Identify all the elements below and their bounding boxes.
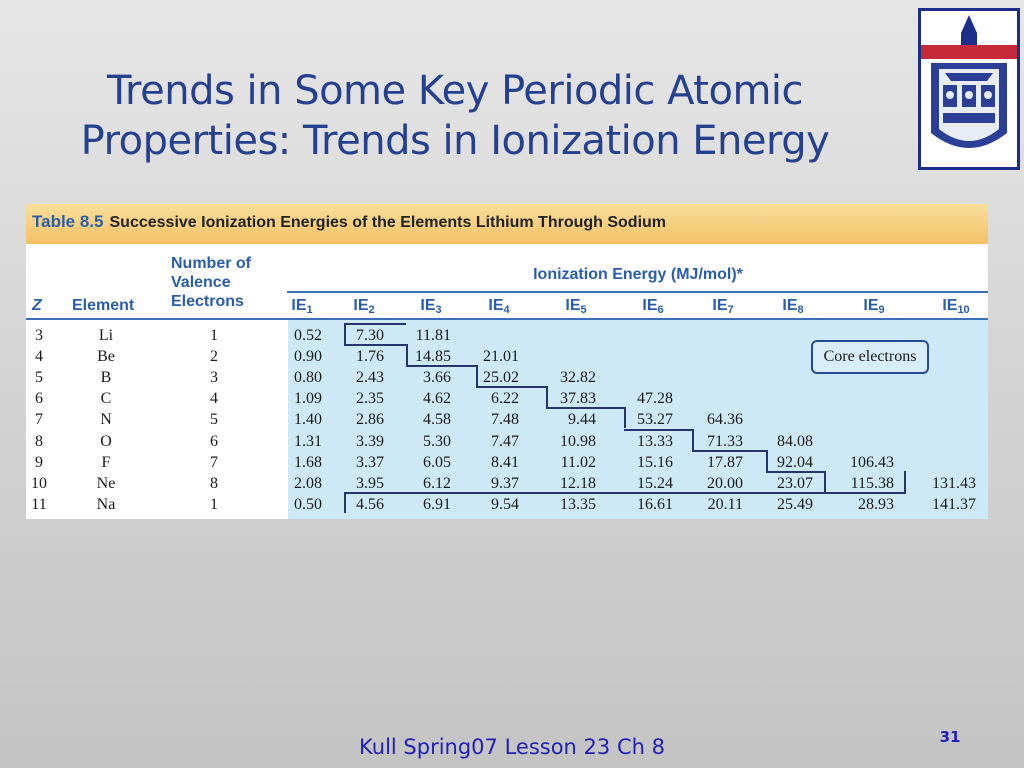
- cell-ie: 64.36: [707, 411, 743, 429]
- cell-ie: 9.37: [491, 474, 519, 492]
- core-boundary-line: [546, 407, 624, 409]
- cell-z: 4: [35, 348, 43, 366]
- core-boundary-line: [624, 429, 692, 431]
- cell-ie: 71.33: [707, 432, 743, 450]
- cell-ie: 15.24: [637, 474, 673, 492]
- cell-ie: 0.90: [294, 348, 322, 366]
- table-caption: [32, 212, 666, 232]
- core-boundary-line: [476, 365, 478, 386]
- cell-valence: 8: [210, 474, 218, 492]
- header-rule: [287, 291, 988, 293]
- core-boundary-line: [624, 407, 626, 428]
- core-electrons-callout: Core electrons: [811, 340, 929, 374]
- cell-ie: 7.30: [356, 327, 384, 344]
- core-boundary-line: [344, 344, 406, 346]
- core-boundary-line: [766, 450, 768, 471]
- cell-ie: 4.56: [356, 495, 384, 513]
- title-line-1: Trends in Some Key Periodic Atomic: [106, 68, 804, 114]
- cell-element: F: [101, 453, 111, 471]
- header-ie-10: $IE_{10}$: [942, 297, 970, 316]
- cell-ie: 7.48: [491, 411, 519, 429]
- cell-z: 3: [35, 327, 43, 344]
- core-boundary-line: [344, 492, 906, 494]
- table-caption-band: [26, 204, 988, 244]
- header-ie-2: $IE_2$: [353, 297, 375, 316]
- data-band-left: [26, 320, 288, 519]
- cell-valence: 1: [210, 327, 218, 344]
- ionization-energy-table: [26, 204, 988, 519]
- cell-element: Ne: [96, 474, 116, 492]
- cell-ie: 53.27: [637, 411, 673, 429]
- cell-ie: 0.52: [294, 327, 322, 344]
- header-ie-1: $IE_1$: [291, 297, 313, 316]
- cell-ie: 115.38: [850, 474, 894, 492]
- cell-ie: 1.76: [356, 348, 384, 366]
- cell-ie: 32.82: [560, 369, 596, 387]
- cell-element: B: [100, 369, 112, 387]
- cell-z: 9: [35, 453, 43, 471]
- cell-z: 11: [31, 495, 47, 513]
- core-boundary-line: [344, 323, 406, 325]
- cell-ie: 10.98: [560, 432, 596, 450]
- core-boundary-line: [766, 471, 824, 473]
- cell-ie: 7.47: [491, 432, 519, 450]
- cell-ie: 11.02: [560, 453, 596, 471]
- table-caption-text: Successive Ionization Energies of the Elements Lithium Through Sodium: [109, 214, 667, 231]
- cell-ie: 28.93: [858, 495, 894, 513]
- cell-ie: 131.43: [932, 474, 976, 492]
- cell-ie: 2.08: [294, 474, 322, 492]
- cell-element: O: [100, 432, 112, 450]
- header-valence: Number of Valence Electrons: [171, 255, 251, 310]
- header-z: Z: [32, 297, 42, 314]
- cell-z: 7: [35, 411, 43, 429]
- title-line-2: Properties: Trends in Ionization Energy: [80, 118, 830, 164]
- cell-z: 10: [31, 474, 47, 492]
- cell-valence: 7: [210, 453, 218, 471]
- slide-title: [40, 66, 870, 166]
- footer-text: Kull Spring07 Lesson 23 Ch 8: [359, 735, 665, 759]
- cell-ie: 9.54: [491, 495, 519, 513]
- core-boundary-line: [904, 471, 906, 494]
- core-boundary-line: [692, 429, 694, 450]
- cell-ie: 0.50: [294, 495, 322, 513]
- cell-z: 5: [35, 369, 43, 387]
- cell-ie: 5.30: [423, 432, 451, 450]
- cell-ie: 3.95: [356, 474, 384, 492]
- cell-ie: 13.35: [560, 495, 596, 513]
- cell-ie: 1.09: [294, 390, 322, 408]
- page-number: 31: [939, 728, 961, 746]
- cell-ie: 8.41: [491, 453, 519, 471]
- cell-ie: 47.28: [637, 390, 673, 408]
- cell-ie: 25.02: [483, 369, 519, 387]
- cell-valence: 5: [210, 411, 218, 429]
- cell-ie: 25.49: [777, 495, 813, 513]
- cell-ie: 16.61: [637, 495, 673, 513]
- cell-ie: 3.37: [356, 453, 384, 471]
- cell-element: Na: [96, 495, 116, 513]
- cell-element: Li: [98, 327, 114, 344]
- core-boundary-line: [546, 386, 548, 407]
- cell-ie: 20.11: [707, 495, 743, 513]
- cell-element: N: [100, 411, 112, 429]
- table-number: Table 8.5: [32, 212, 104, 231]
- header-element: Element: [72, 297, 135, 314]
- cell-ie: 20.00: [707, 474, 743, 492]
- cell-ie: 14.85: [415, 348, 451, 366]
- cell-element: Be: [97, 348, 115, 366]
- header-ie-8: $IE_8$: [782, 297, 804, 316]
- cell-ie: 4.62: [423, 390, 451, 408]
- header-ionization-energy: Ionization Energy (MJ/mol)*: [533, 266, 743, 283]
- cell-ie: 6.12: [423, 474, 451, 492]
- core-boundary-line: [344, 492, 346, 513]
- cell-ie: 1.68: [294, 453, 322, 471]
- cell-ie: 0.80: [294, 369, 322, 387]
- cell-ie: 3.66: [423, 369, 451, 387]
- cell-element: C: [100, 390, 112, 408]
- header-ie-9: $IE_9$: [863, 297, 885, 316]
- cell-ie: 21.01: [483, 348, 519, 366]
- cell-valence: 4: [210, 390, 218, 408]
- cell-ie: 13.33: [637, 432, 673, 450]
- cell-ie: 84.08: [777, 432, 813, 450]
- cell-ie: 1.31: [294, 432, 322, 450]
- cell-ie: 12.18: [560, 474, 596, 492]
- cell-ie: 92.04: [777, 453, 813, 471]
- cell-ie: 9.44: [568, 411, 596, 429]
- header-ie-4: $IE_4$: [488, 297, 510, 316]
- cell-ie: 2.43: [356, 369, 384, 387]
- cell-valence: 2: [210, 348, 218, 366]
- cell-valence: 6: [210, 432, 218, 450]
- cell-ie: 4.58: [423, 411, 451, 429]
- cell-z: 8: [35, 432, 43, 450]
- header-ie-3: $IE_3$: [420, 297, 442, 316]
- cell-ie: 2.35: [356, 390, 384, 408]
- cell-valence: 3: [210, 369, 218, 387]
- cell-ie: 141.37: [932, 495, 976, 513]
- cell-z: 6: [35, 390, 43, 408]
- header-ie-6: $IE_6$: [642, 297, 664, 316]
- cell-ie: 15.16: [637, 453, 673, 471]
- cell-valence: 1: [210, 495, 218, 513]
- cell-ie: 3.39: [356, 432, 384, 450]
- header-ie-7: $IE_7$: [712, 297, 734, 316]
- cell-ie: 1.40: [294, 411, 322, 429]
- core-boundary-line: [406, 344, 408, 365]
- cell-ie: 37.83: [560, 390, 596, 408]
- cell-ie: 6.22: [491, 390, 519, 408]
- header-ie-5: $IE_5$: [565, 297, 587, 316]
- core-boundary-line: [476, 386, 546, 388]
- cell-ie: 11.81: [415, 327, 451, 344]
- university-seal-icon: [918, 8, 1020, 170]
- core-boundary-line: [692, 450, 766, 452]
- cell-ie: 2.86: [356, 411, 384, 429]
- cell-ie: 17.87: [707, 453, 743, 471]
- cell-ie: 23.07: [777, 474, 813, 492]
- cell-ie: 6.91: [423, 495, 451, 513]
- cell-ie: 106.43: [850, 453, 894, 471]
- cell-ie: 6.05: [423, 453, 451, 471]
- core-boundary-line: [344, 323, 346, 344]
- core-boundary-line: [824, 471, 826, 492]
- core-boundary-line: [406, 365, 476, 367]
